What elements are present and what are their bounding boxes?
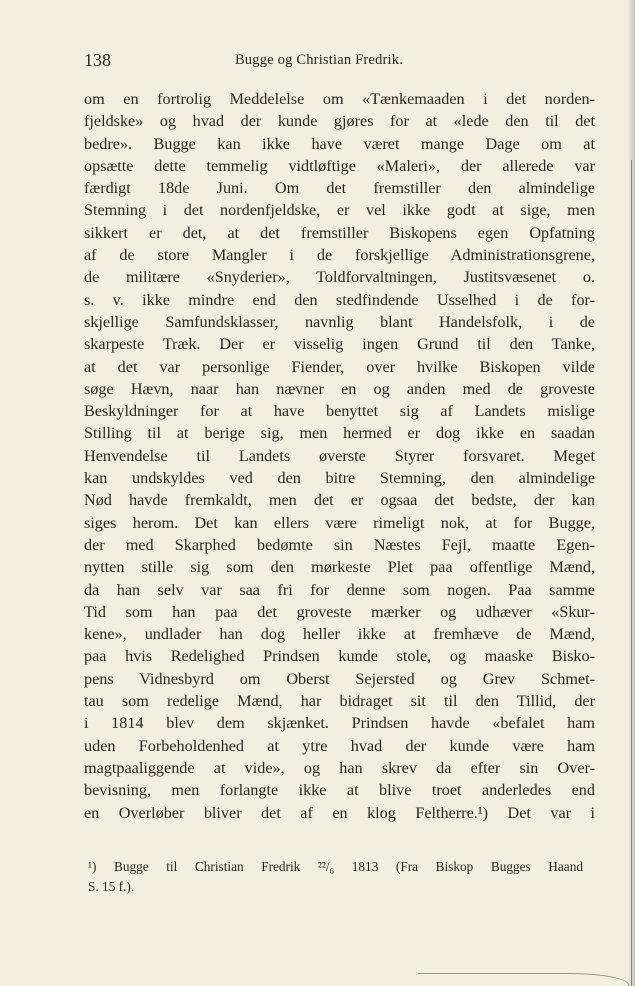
text-line: Stilling til at berige sig, men hermed er dog ikke en saadan [84, 424, 595, 443]
text-line: bevisning, men forlangte ikke at blive troet anderledes end [84, 781, 595, 800]
text-line: siges herom. Det kan ellers være rimeligt nok, at for Bugge, [84, 513, 595, 532]
text-line: i 1814 blev dem skjænket. Prindsen havde «befalet ham [84, 714, 595, 733]
text-line: opsætte dette temmelig vidtløftige «Maleri», der allerede var [84, 156, 595, 175]
page-header [84, 50, 554, 74]
text-line: Stemning i det nordenfjeldske, er vel ikke godt at sige, men [84, 201, 595, 220]
page-edge-line [631, 160, 632, 986]
text-line: skjellige Samfundsklasser, navnlig blant Handelsfolk, i de [84, 312, 595, 331]
text-line: at det var personlige Fiender, over hvilke Biskopen vilde [84, 357, 595, 376]
text-line: kan undskyldes ved den bitre Stemning, den almindelige [84, 469, 595, 488]
text-line: da han selv var saa fri for denne som nogen. Paa samme [84, 580, 595, 599]
footnote-line: ¹) Bugge til Christian Fredrik ²²/₆ 1813 (Fra Biskop Bugges Haand [88, 859, 583, 874]
text-line: kene», undlader han dog heller ikke at fremhæve de Mænd, [84, 625, 595, 644]
text-line: Nød havde fremkaldt, men det er ogsaa det bedste, der kan [84, 491, 595, 510]
text-line: Tid som han paa det groveste mærker og udhæver «Skur- [84, 602, 595, 621]
text-line: fjeldske» og hvad der kunde gjøres for at «lede den til det [84, 112, 595, 131]
text-line: s. v. ikke mindre end den stedfindende Usselhed i de for- [84, 290, 595, 309]
text-line: søge Hævn, naar han nævner en og anden med de groveste [84, 379, 595, 398]
page-number: 138 [84, 50, 111, 70]
text-line: om en fortrolig Meddelelse om «Tænkemaaden i det norden- [84, 90, 595, 108]
text-line: færdigt 18de Juni. Om det fremstiller den almindelige [84, 179, 595, 198]
running-head: Bugge og Christian Fredrik. [234, 52, 404, 68]
text-line: pens Vidnesbyrd om Oberst Sejersted og Grev Schmet- [84, 669, 595, 688]
text-line: der med Skarphed bedømte sin Næstes Fejl, maatte Egen- [84, 535, 595, 554]
footnote [88, 857, 583, 897]
text-line: nytten stille sig som den mørkeste Plet paa offentlige Mænd, [84, 558, 595, 577]
text-line: Beskyldninger for at have benyttet sig af Landets mislige [84, 402, 595, 421]
text-line: magtpaaliggende at vide», og han skrev da efter sin Over- [84, 758, 595, 777]
text-line: Henvendelse til Landets øverste Styrer forsvaret. Meget [84, 446, 595, 465]
page-corner-curl [418, 973, 629, 986]
footnote-line: S. 15 f.). [88, 879, 135, 894]
text-line: af de store Mangler i de forskjellige Administrationsgrene, [84, 246, 595, 265]
text-line: bedre». Bugge kan ikke have været mange Dage om at [84, 134, 595, 153]
text-line: tau som redelige Mænd, har bidraget sit til den Tillid, der [84, 692, 595, 711]
text-line: en Overløber bliver det af en klog Feltherre.¹) Det var i [84, 803, 595, 822]
body-text [84, 88, 595, 824]
text-line: uden Forbeholdenhed at ytre hvad der kunde være ham [84, 736, 595, 755]
text-line: de militære «Snyderier», Toldforvaltningen, Justitsvæsenet o. [84, 268, 595, 287]
text-line: skarpeste Træk. Der er visselig ingen Grund til den Tanke, [84, 335, 595, 354]
text-line: sikkert er det, at det fremstiller Biskopens egen Opfatning [84, 223, 595, 242]
text-line: paa hvis Redelighed Prindsen kunde stole, og maaske Bisko- [84, 647, 595, 666]
